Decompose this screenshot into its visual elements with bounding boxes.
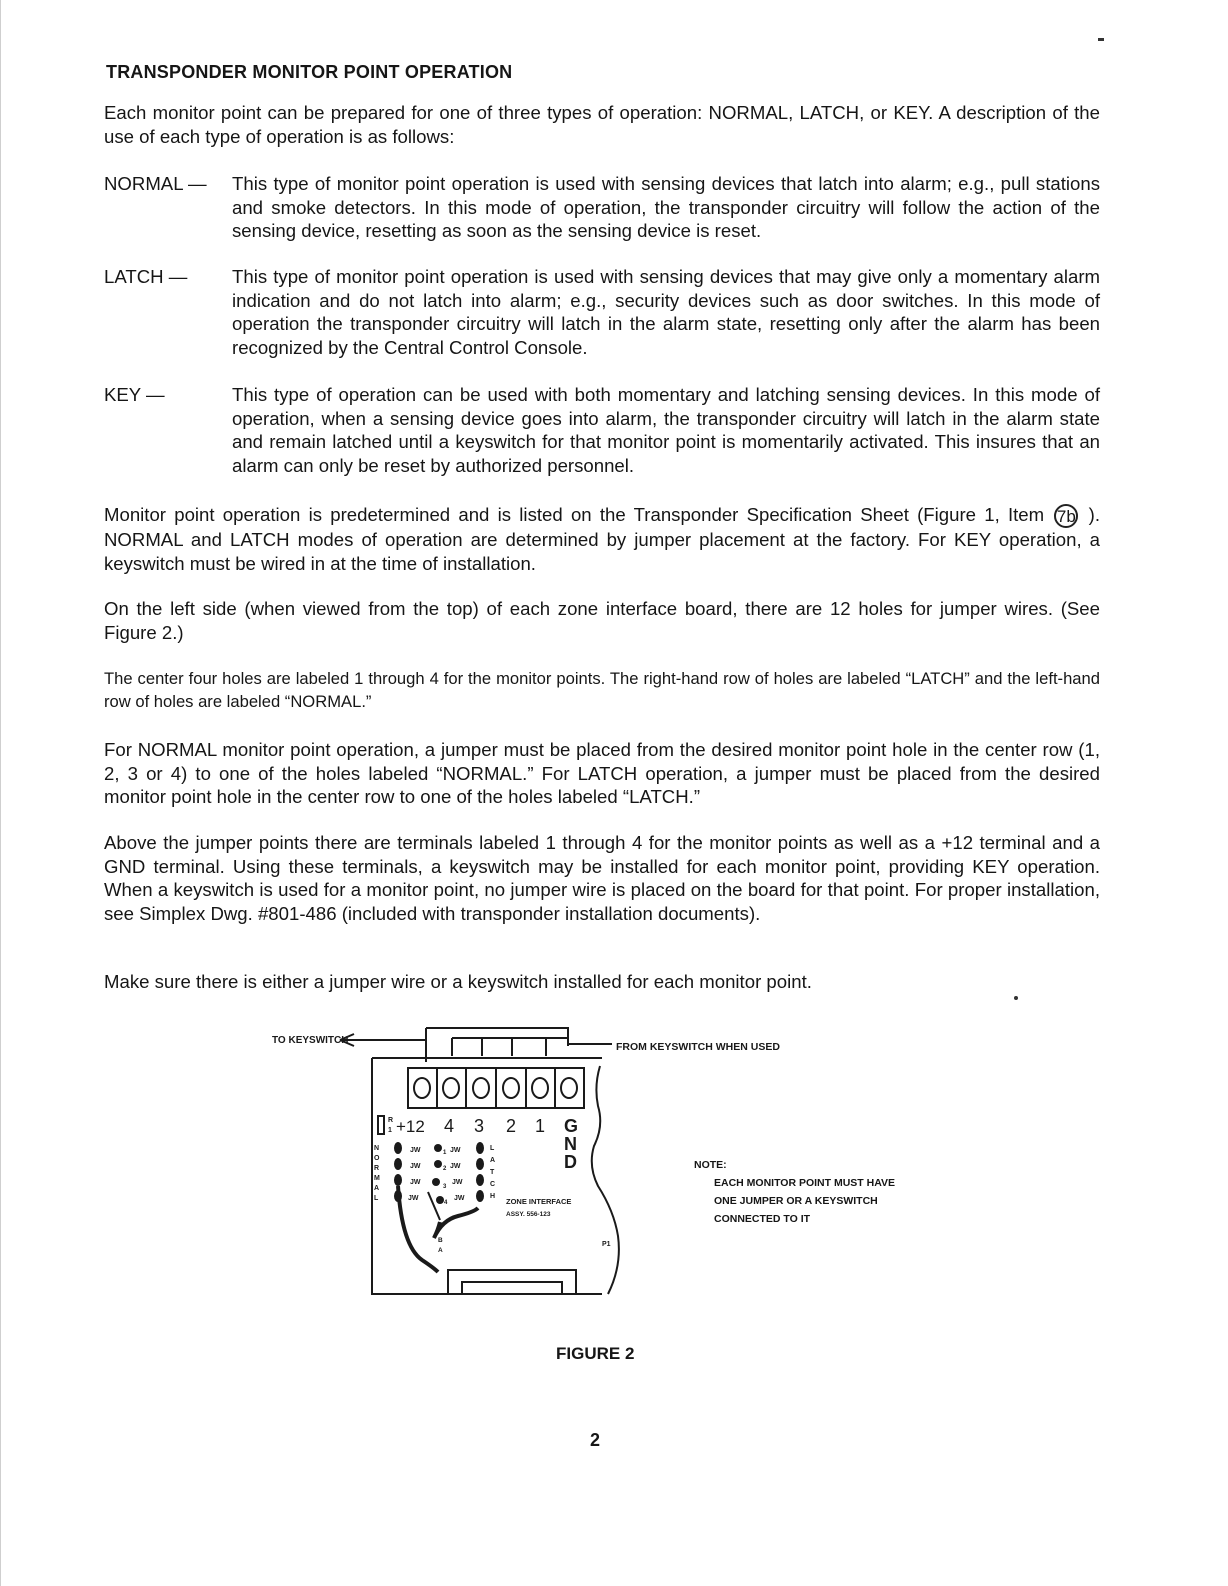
normal-hole-3	[394, 1174, 402, 1186]
terminal-label-4: 4	[444, 1116, 455, 1136]
predetermined-paragraph	[104, 503, 1100, 575]
normal-hole-4	[394, 1190, 402, 1202]
normal-letter-n: N	[374, 1145, 380, 1152]
latch-hole-3	[476, 1174, 484, 1186]
normal-letter-r: R	[374, 1165, 380, 1172]
section-heading: TRANSPONDER MONITOR POINT OPERATION	[106, 62, 513, 82]
normal-hole-1	[394, 1142, 402, 1154]
terminal-label-1: 1	[535, 1116, 546, 1136]
terminal-plus12-screw	[414, 1078, 430, 1098]
normal-operation-paragraph: For NORMAL monitor point operation, a jumper must be placed from the desired monitor point hole in the center row (1, 2, 3 or 4) to one of the holes labeled “NORMAL.” For LATCH operation, a jumper must be placed from the desired monitor point hole in the center row to one of the holes labeled “LATCH.”	[104, 739, 1100, 807]
center-hole-3	[432, 1178, 440, 1186]
terminal-gnd-screw	[561, 1078, 577, 1098]
ba-label-b: B	[438, 1237, 443, 1244]
jw-row1-num: 1	[443, 1150, 447, 1156]
board-label: ZONE INTERFACE	[506, 1197, 572, 1206]
term-normal: NORMAL —	[104, 173, 207, 194]
terminal-2-screw	[503, 1078, 519, 1098]
center-hole-2	[434, 1160, 442, 1168]
figure-caption: FIGURE 2	[556, 1344, 635, 1363]
from-keyswitch-label: FROM KEYSWITCH WHEN USED	[616, 1041, 780, 1053]
center-hole-1	[434, 1144, 442, 1152]
r1-label-1: 1	[388, 1127, 392, 1134]
latch-hole-1	[476, 1142, 484, 1154]
left-side-paragraph: On the left side (when viewed from the top) of each zone interface board, there are 12 holes for jumper wires. (See Figure 2.)	[104, 598, 1100, 643]
jw-row4-left: JW	[408, 1195, 419, 1202]
r1-label-r: R	[388, 1117, 394, 1124]
intro-paragraph: Each monitor point can be prepared for one of three types of operation: NORMAL, LATCH, or KEY. A description of the use of each type of operation is as follows:	[104, 102, 1100, 147]
normal-letter-l: L	[374, 1195, 379, 1202]
terminal-label-3: 3	[474, 1116, 485, 1136]
latch-letter-c: C	[490, 1181, 496, 1188]
page-number: 2	[590, 1430, 601, 1450]
predetermined-text-before: Monitor point operation is predetermined and is listed on the Transponder Specification Sheet (Figure 1, Item	[104, 504, 1045, 525]
terminal-label-plus12: +12	[396, 1117, 425, 1136]
term-key: KEY —	[104, 384, 165, 405]
terminal-4-screw	[443, 1078, 459, 1098]
definition-key-text: This type of operation can be used with both momentary and latching sensing devices. In this mode of operation, when a sensing device goes into alarm, the transponder circuitry will latch in the alarm state and remain latched until a keyswitch for that monitor point is momentarily activated. This insures that an alarm can only be reset by authorized personnel.	[232, 384, 1100, 476]
figure-note	[694, 1156, 895, 1228]
latch-hole-2	[476, 1158, 484, 1170]
latch-letter-l: L	[490, 1145, 495, 1152]
note-line-2: ONE JUMPER OR A KEYSWITCH	[714, 1195, 878, 1207]
terminal-label-2: 2	[506, 1116, 517, 1136]
definition-latch-text: This type of monitor point operation is used with sensing devices that may give only a momentary alarm indication and do not latch into alarm; e.g., security devices such as door switches. In this mode of operation the transponder circuitry will latch in the alarm state, resetting only after the alarm has been recognized by the Central Control Console.	[232, 266, 1100, 358]
latch-letter-t: T	[490, 1169, 495, 1176]
latch-hole-4	[476, 1190, 484, 1202]
term-latch: LATCH —	[104, 266, 188, 287]
gnd-label-g: G	[564, 1116, 579, 1136]
jw-row3-left: JW	[410, 1179, 421, 1186]
jw-row3-num: 3	[443, 1184, 447, 1190]
ba-label-a: A	[438, 1247, 443, 1254]
make-sure-paragraph: Make sure there is either a jumper wire or a keyswitch installed for each monitor point.	[104, 971, 812, 992]
to-keyswitch-label: TO KEYSWITCH	[272, 1035, 349, 1046]
center-holes-paragraph: The center four holes are labeled 1 through 4 for the monitor points. The right-hand row of holes are labeled “LATCH” and the left-hand row of holes are labeled “NORMAL.”	[104, 669, 1100, 711]
jw-row2-left: JW	[410, 1163, 421, 1170]
note-title: NOTE:	[694, 1159, 727, 1171]
normal-letter-o: O	[374, 1155, 380, 1162]
terminal-1-screw	[532, 1078, 548, 1098]
jw-row1-left: JW	[410, 1147, 421, 1154]
normal-letter-m: M	[374, 1175, 380, 1182]
gnd-label-d: D	[564, 1152, 577, 1172]
resistor-r1	[378, 1116, 384, 1134]
jw-row1-right: JW	[450, 1147, 461, 1154]
gnd-label-n: N	[564, 1134, 577, 1154]
jw-row3-right: JW	[452, 1179, 463, 1186]
latch-letter-h: H	[490, 1193, 496, 1200]
jw-row2-num: 2	[443, 1166, 447, 1172]
item-callout: 7b	[1054, 504, 1078, 528]
jw-row2-right: JW	[450, 1163, 461, 1170]
jumper-wire-latch	[434, 1208, 478, 1238]
center-hole-4	[436, 1196, 444, 1204]
jw-row4-num: 4	[444, 1200, 448, 1206]
scan-edge	[0, 0, 1, 1586]
scan-speck	[1098, 38, 1104, 41]
terminal-3-screw	[473, 1078, 489, 1098]
board-break-edge	[592, 1066, 619, 1294]
terminals-paragraph: Above the jumper points there are terminals labeled 1 through 4 for the monitor points as well as a +12 terminal and a GND terminal. Using these terminals, a keyswitch may be installed for each monitor point, providing KEY operation. When a keyswitch is used for a monitor point, no jumper wire is placed on the board for that point. For proper installation, see Simplex Dwg. #801-486 (included with transponder installation documents).	[104, 832, 1100, 924]
predetermined-text-after: ). NORMAL and LATCH modes of operation are determined by jumper placement at the factory. For KEY operation, a keyswitch must be wired in at the time of installation.	[104, 504, 1100, 574]
latch-letter-a: A	[490, 1157, 496, 1164]
jw-row4-right: JW	[454, 1195, 465, 1202]
scan-speck	[1014, 996, 1018, 1000]
p1-label: P1	[602, 1241, 611, 1248]
note-line-3: CONNECTED TO IT	[714, 1213, 811, 1225]
definition-normal-text: This type of monitor point operation is used with sensing devices that latch into alarm; e.g., pull stations and smoke detectors. In this mode of operation, the transponder circuitry will follow the action of the sensing device, resetting as soon as the sensing device is reset.	[232, 173, 1100, 241]
normal-hole-2	[394, 1158, 402, 1170]
note-line-1: EACH MONITOR POINT MUST HAVE	[714, 1177, 896, 1189]
board-assy-label: ASSY. 556-123	[506, 1211, 551, 1218]
normal-letter-a: A	[374, 1185, 380, 1192]
